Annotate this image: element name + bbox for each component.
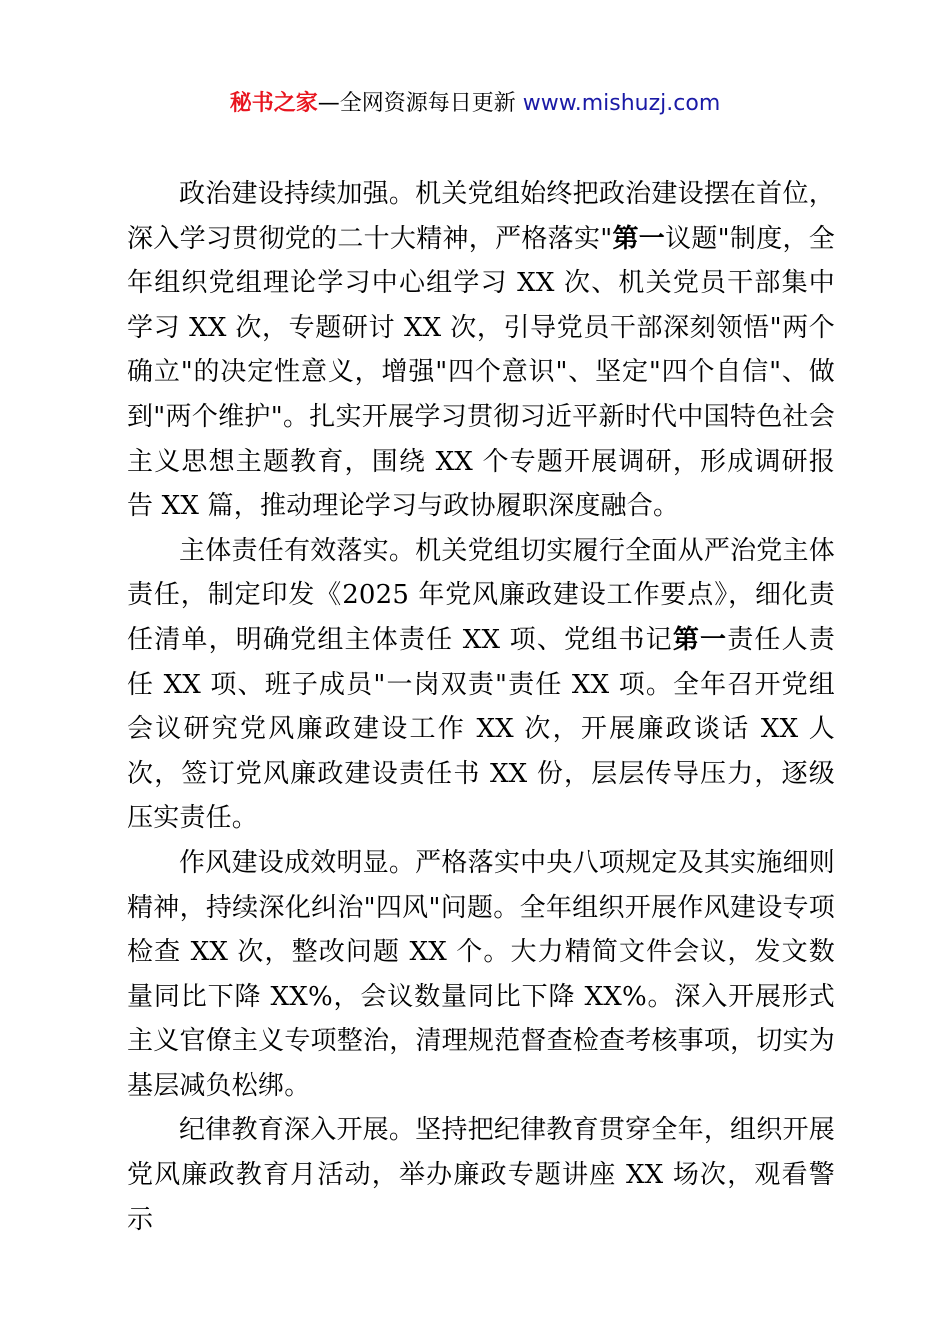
paragraph-text: 议题"制度，全年组织党组理论学习中心组学习 XX 次、机关党员干部集中学习 XX 次，专题研讨 XX 次，引导党员干部深刻领悟"两个确立"的决定性意义，增强"四个意识"、坚定"四个自信"、做到"两个维护"。扎实开展学习贯彻习近平新时代中国特色社会主义思想主题教育，围绕 XX 个专题开展调研，形成调研报告 XX 篇，推动理论学习与政协履职深度融合。 bbox=[127, 223, 836, 522]
paragraph-political-construction bbox=[127, 172, 835, 529]
site-brand: 秘书之家 bbox=[229, 91, 318, 116]
document-body bbox=[127, 172, 835, 1242]
paragraph-discipline-education: 纪律教育深入开展。坚持把纪律教育贯穿全年，组织开展党风廉政教育月活动，举办廉政专题讲座 XX 场次，观看警示 bbox=[127, 1115, 835, 1235]
site-slogan: —全网资源每日更新 bbox=[317, 91, 516, 116]
paragraph-text: 责任人责任 XX 项、班子成员"一岗双责"责任 XX 项。全年召开党组会议研究党风廉政建设工作 XX 次，开展廉政谈话 XX 人次，签订党风廉政建设责任书 XX 份，层层传导压力，逐级压实责任。 bbox=[127, 624, 835, 834]
bold-text: 第一 bbox=[612, 223, 666, 254]
paragraph-work-style: 作风建设成效明显。严格落实中央八项规定及其实施细则精神，持续深化纠治"四风"问题。全年组织开展作风建设专项检查 XX 次，整改问题 XX 个。大力精简文件会议，发文数量同比下降 XX%，会议数量同比下降 XX%。深入开展形式主义官僚主义专项整治，清理规范督查检查考核事项，切实为基层减负松绑。 bbox=[127, 847, 835, 1101]
paragraph-text: 主体责任有效落实。机关党组切实履行全面从严治党主体责任，制定印发《2025 年党风廉政建设工作要点》，细化责任清单，明确党组主体责任 XX 项、党组书记 bbox=[127, 535, 835, 655]
site-header bbox=[0, 86, 950, 122]
bold-text: 第一 bbox=[672, 624, 728, 655]
site-url-link[interactable]: www.mishuzj.com bbox=[522, 91, 721, 116]
paragraph-main-responsibility bbox=[127, 529, 835, 841]
paragraph-text: 政治建设持续加强。机关党组始终把政治建设摆在首位，深入学习贯彻党的二十大精神，严格落实" bbox=[127, 179, 835, 254]
